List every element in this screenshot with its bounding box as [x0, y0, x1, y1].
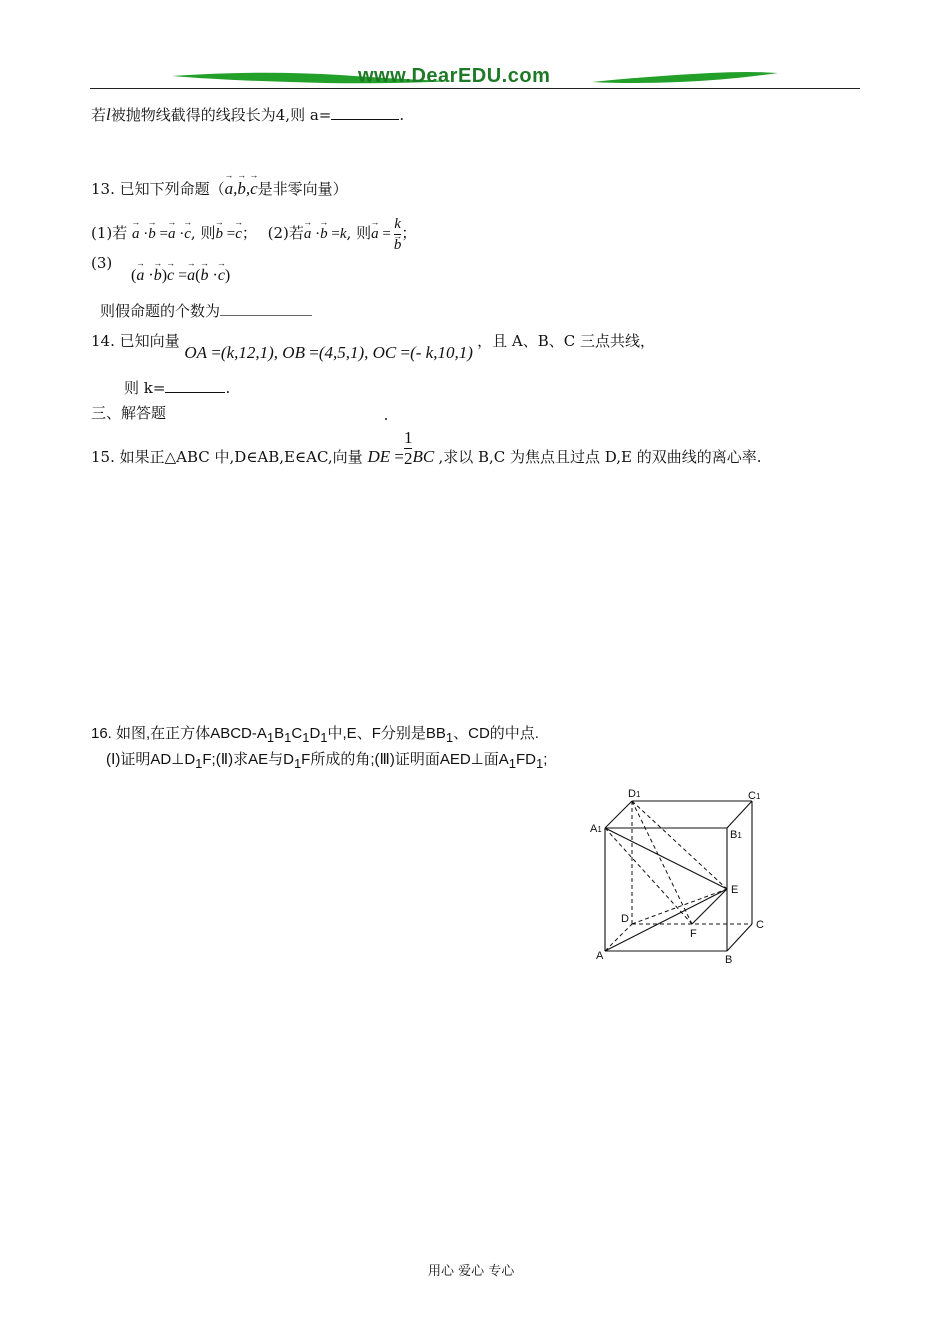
- q13-prop3-line: (3) (→ a ·→ b)→ c =→ a(→ b ·→ c): [91, 254, 230, 273]
- label-b1: B1: [730, 829, 742, 841]
- answer-blank[interactable]: [165, 392, 225, 393]
- answer-blank[interactable]: [331, 119, 399, 120]
- edge-a1-d1: [605, 801, 632, 828]
- prop1-formula: → a ·→ b =→ a ·→ c: [132, 226, 191, 242]
- q13-props-line: (1)若 → a ·→ b =→ a ·→ c, 则→ b =→ c； (2)若→ a ·→ b =k, 则→ a = k → b ；: [91, 214, 416, 255]
- seg-f-e: [692, 889, 727, 924]
- prop3-formula: (→ a ·→ b)→ c =→ a(→ b ·→ c): [131, 267, 230, 284]
- var-l: l: [106, 105, 111, 124]
- edge-a-d: [605, 924, 632, 951]
- seg-d-e: [632, 889, 727, 924]
- seg-a1-e: [605, 828, 727, 889]
- prop2-conclusion: → a = k → b: [371, 226, 401, 242]
- edge-c1-b1: [727, 801, 752, 828]
- q14-ask: 则 k= .: [124, 379, 231, 397]
- q14-vectors: OA =(k,12,1), OB =(4,5,1), OC =(- k,10,1): [184, 343, 473, 362]
- vector-c: → c: [250, 179, 258, 199]
- seg-d1-e: [632, 801, 727, 889]
- section-title: 三、解答题: [91, 404, 167, 422]
- label-f: F: [690, 928, 697, 940]
- page-footer: 用心 爱心 专心: [428, 1264, 515, 1279]
- header-rule: [90, 88, 860, 89]
- label-d: D: [621, 913, 629, 925]
- stray-dot: [385, 418, 387, 420]
- seg-d1-f: [632, 801, 692, 924]
- label-c1: C1: [748, 790, 761, 802]
- prop1-conclusion: → b =→ c: [215, 226, 241, 242]
- header-green-swoosh-right: [590, 68, 780, 86]
- label-d1: D1: [628, 788, 641, 800]
- q13-ask: 则假命题的个数为: [100, 300, 312, 321]
- edge-c-b: [727, 924, 752, 951]
- label-a1: A1: [590, 823, 602, 835]
- label-a: A: [596, 950, 604, 962]
- seg-a1-f: [605, 828, 692, 924]
- cube-figure: [585, 780, 775, 970]
- prop2-formula: → a ·→ b =k: [304, 226, 347, 242]
- vector-b: → b: [237, 179, 246, 199]
- label-b: B: [725, 954, 733, 966]
- q12-tail-line: 若l被抛物线截得的线段长为4,则 a= .: [91, 105, 405, 124]
- label-e: E: [731, 884, 739, 896]
- vector-a: → a: [225, 179, 234, 199]
- q16-line1: 16. 如图,在正方体ABCD-A1B1C1D1中,E、F分别是BB1、CD的中点.: [91, 725, 539, 745]
- q16-line2: (Ⅰ)证明AD⊥D1F;(Ⅱ)求AE与D1F所成的角;(Ⅲ)证明面AED⊥面A1FD1;: [106, 751, 548, 771]
- page-header: [90, 62, 860, 92]
- label-c: C: [756, 919, 764, 931]
- header-site-name[interactable]: www.DearEDU.com: [358, 65, 551, 87]
- q13-stem: 13. 已知下列命题（→ a,→ b,→ c是非零向量）: [91, 178, 348, 199]
- q14-stem: 14. 已知向量 OA =(k,12,1), OB =(4,5,1), OC =(- k,10,1) ，且 A、B、C 三点共线，: [91, 332, 656, 362]
- q15-stem: 15. 如果正△ABC 中,D∈AB,E∈AC,向量 DE = $\frac{1}{2}$ BC ,求以 B,C 为焦点且过点 D,E 的双曲线的离心率.: [91, 428, 762, 468]
- q15-vector-eq: DE = $\frac{1}{2}$ BC: [367, 428, 435, 468]
- answer-blank[interactable]: [220, 315, 312, 316]
